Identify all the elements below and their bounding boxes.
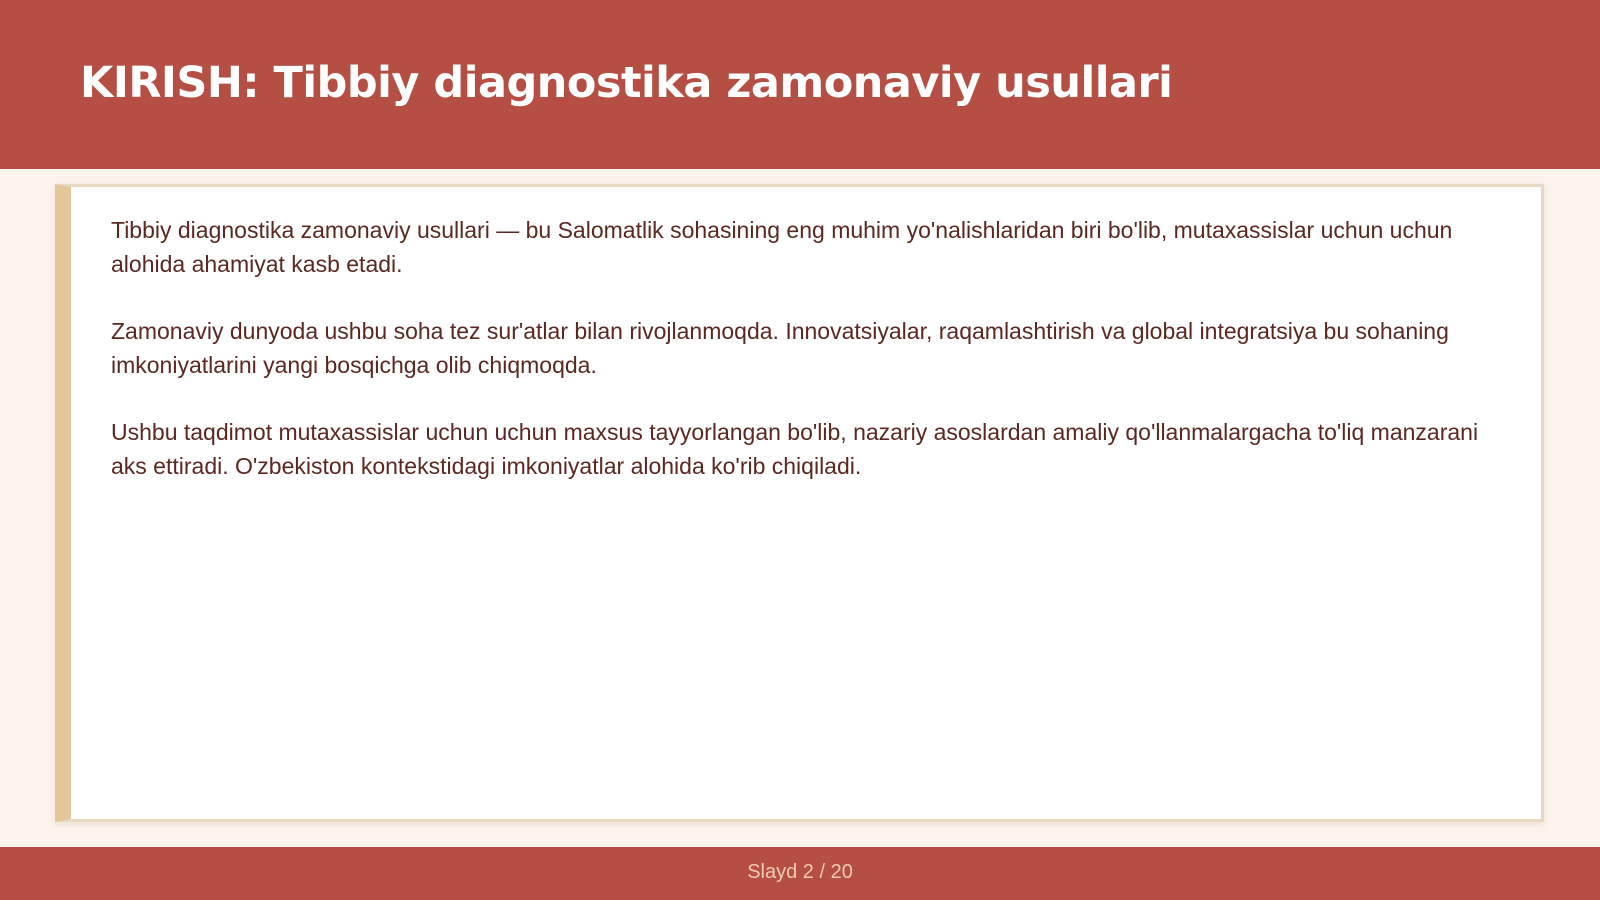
slide-footer: [0, 847, 1600, 900]
slide-title: KIRISH: Tibbiy diagnostika zamonaviy usullari: [80, 58, 1173, 108]
paragraph-intro: Tibbiy diagnostika zamonaviy usullari — bu Salomatlik sohasining eng muhim yo'nalishlaridan biri bo'lib, mutaxassislar uchun uchun alohida ahamiyat kasb etadi.: [111, 217, 1453, 277]
slide-header: [0, 0, 1600, 169]
content-card: [55, 184, 1544, 822]
content-body: [111, 213, 1497, 516]
paragraph-development: Zamonaviy dunyoda ushbu soha tez sur'atlar bilan rivojlanmoqda. Innovatsiyalar, raqamlashtirish va global integratsiya bu sohaning imkoniyatlarini yangi bosqichga olib chiqmoqda.: [111, 318, 1449, 378]
paragraph-presentation: Ushbu taqdimot mutaxassislar uchun uchun maxsus tayyorlangan bo'lib, nazariy asoslardan amaliy qo'llanmalargacha to'liq manzarani aks ettiradi. O'zbekiston kontekstidagi imkoniyatlar alohida ko'rib chiqiladi.: [111, 419, 1479, 479]
slide-counter: Slayd 2 / 20: [747, 861, 853, 883]
